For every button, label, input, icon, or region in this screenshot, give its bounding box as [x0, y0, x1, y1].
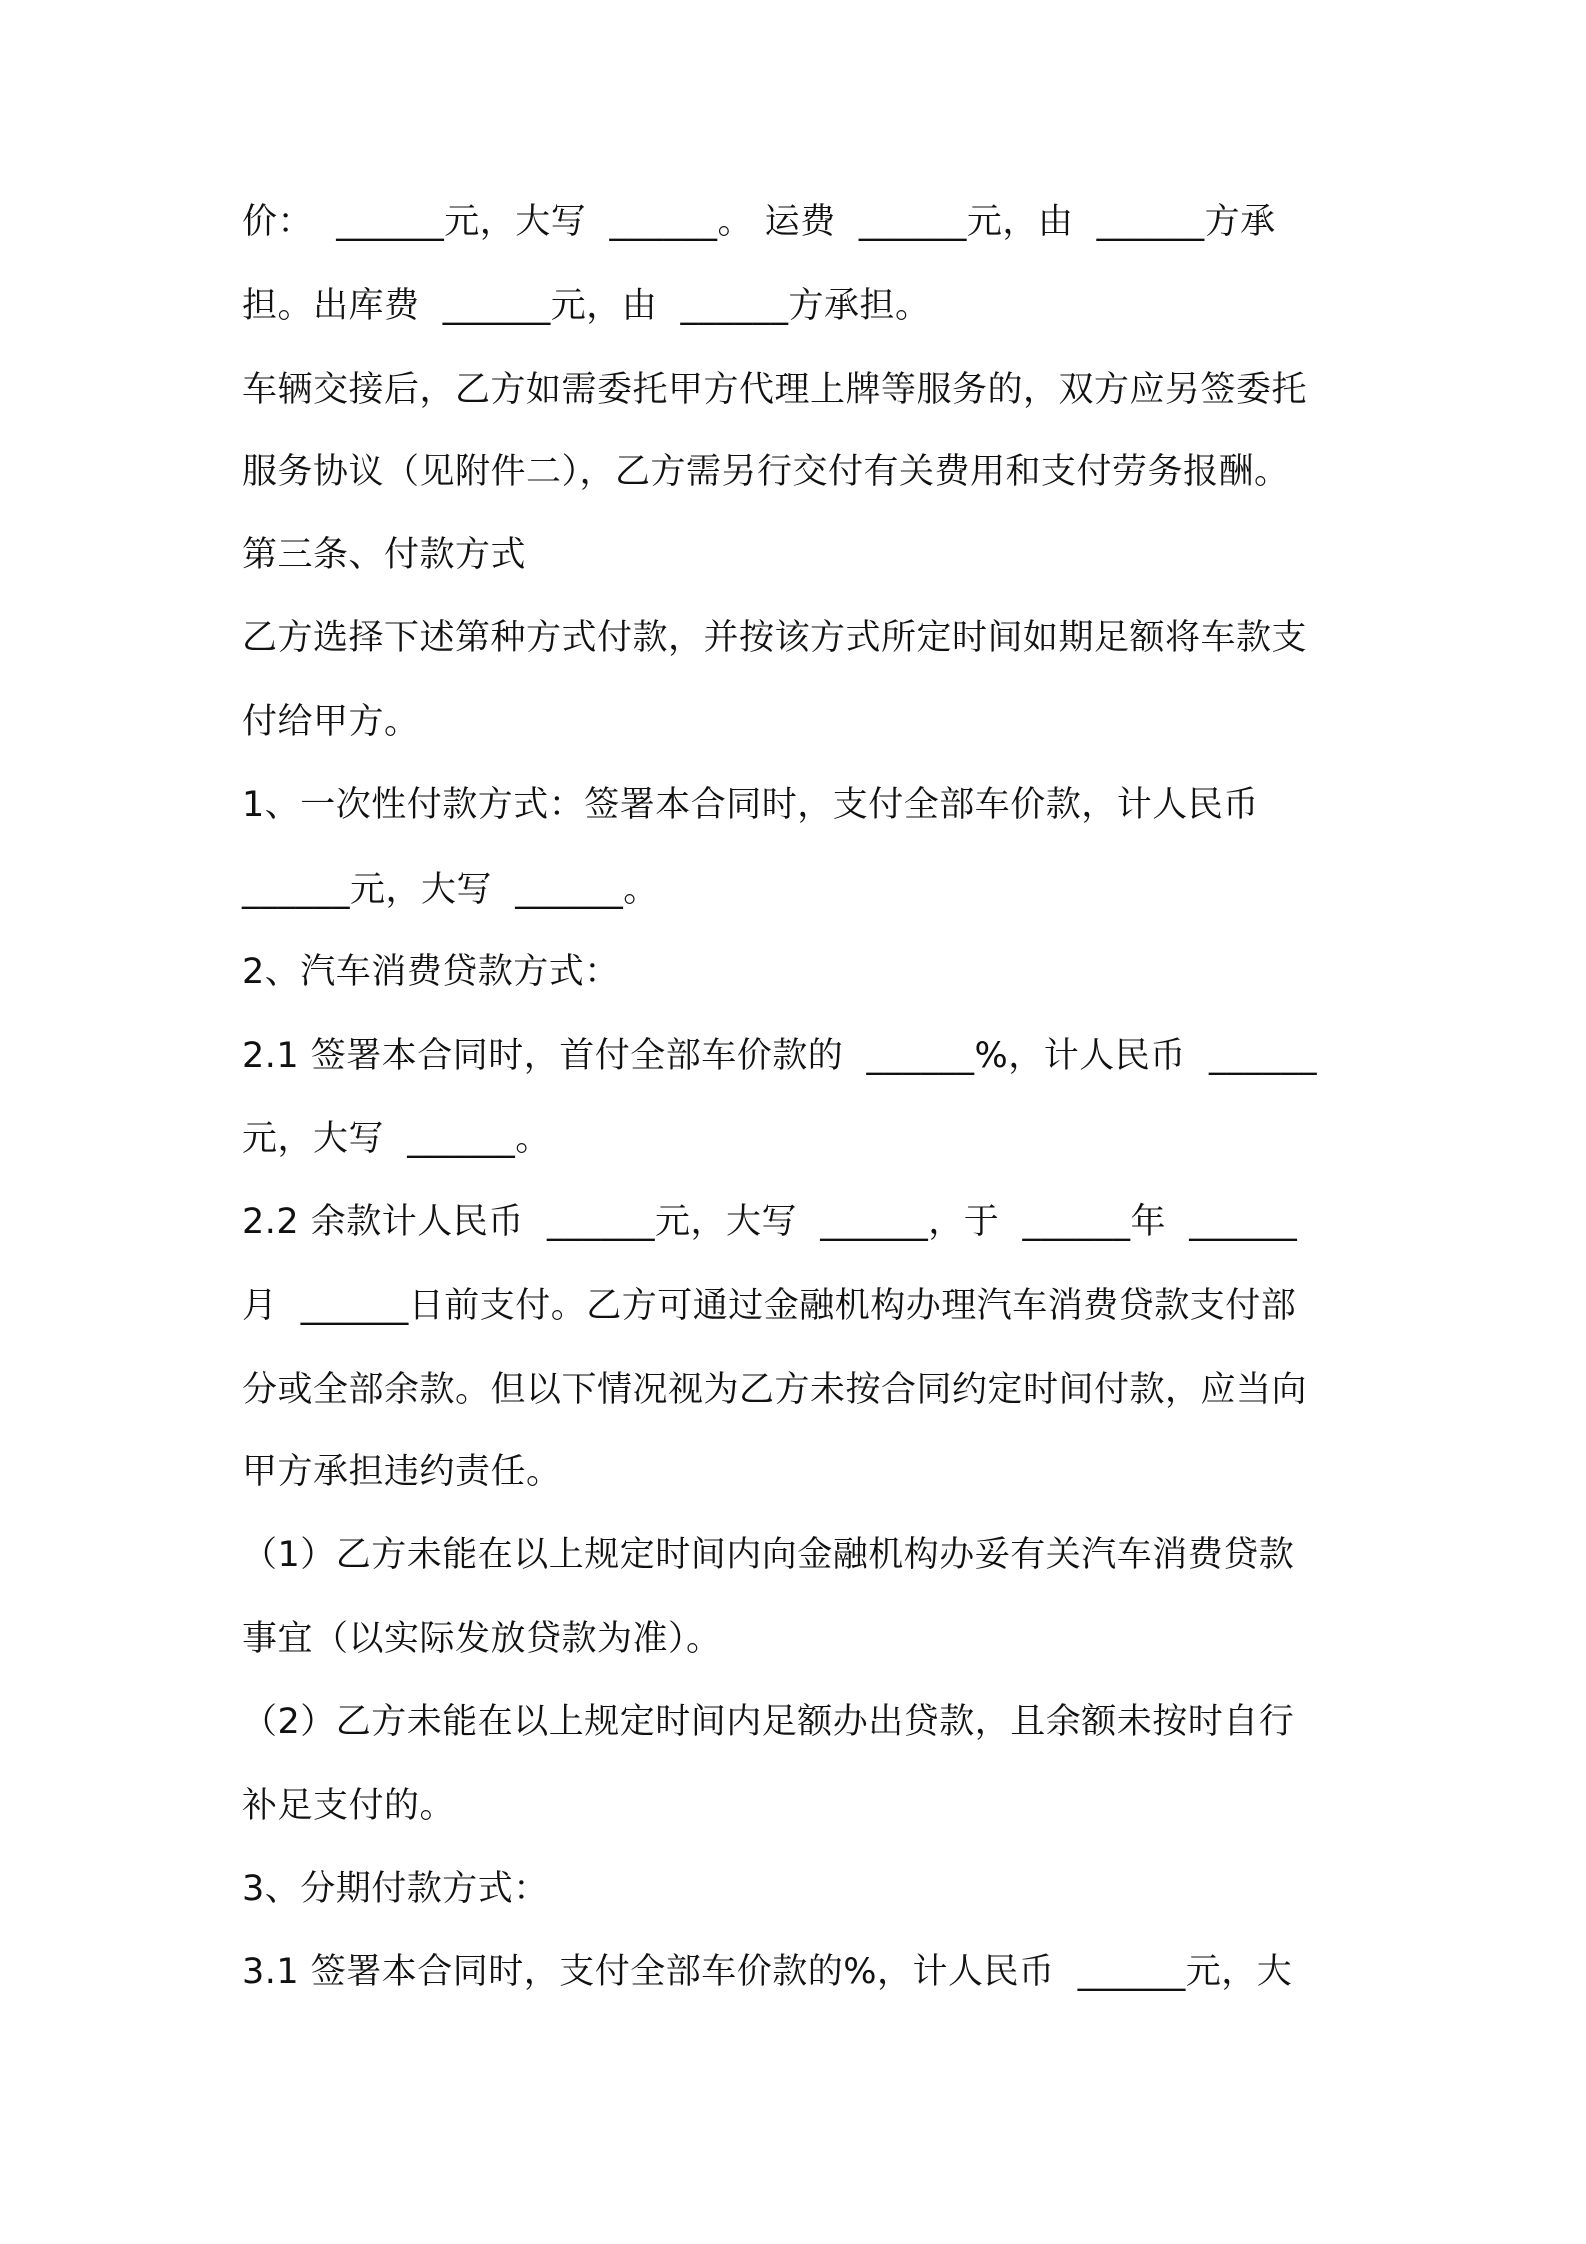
line-3-1: 3.1 签署本合同时，支付全部车价款的%，计人民币 ______元，大 [242, 1952, 1293, 1992]
line-loan-heading: 2、汽车消费贷款方式： [242, 952, 620, 992]
line-installment-heading: 3、分期付款方式： [242, 1869, 549, 1909]
line-item-1-a: （1）乙方未能在以上规定时间内向金融机构办妥有关汽车消费贷款 [242, 1535, 1295, 1575]
line-warehouse-fee: 担。出库费 ______元，由 ______方承担。 [242, 286, 931, 326]
line-2-2-a: 2.2 余款计人民币 ______元，大写 ______，于 ______年 ______ [242, 1202, 1298, 1242]
line-handover-1: 车辆交接后，乙方如需委托甲方代理上牌等服务的，双方应另签委托 [242, 370, 1308, 410]
line-2-1-b: 元，大写 ______。 [242, 1119, 551, 1159]
line-payment-choice-1: 乙方选择下述第种方式付款，并按该方式所定时间如期足额将车款支 [242, 618, 1308, 658]
line-2-2-c: 分或全部余款。但以下情况视为乙方未按合同约定时间付款，应当向 [242, 1370, 1308, 1410]
line-handover-2: 服务协议（见附件二），乙方需另行交付有关费用和支付劳务报酬。 [242, 452, 1290, 492]
line-lump-sum-2: ______元，大写 ______。 [242, 870, 659, 910]
line-item-2-b: 补足支付的。 [242, 1786, 456, 1826]
line-2-1-a: 2.1 签署本合同时，首付全部车价款的 ______%，计人民币 ______ [242, 1036, 1318, 1076]
line-2-2-d: 甲方承担违约责任。 [242, 1452, 562, 1492]
line-2-2-b: 月 ______日前支付。乙方可通过金融机构办理汽车消费贷款支付部 [242, 1286, 1297, 1326]
line-item-2-a: （2）乙方未能在以上规定时间内足额办出贷款，且余额未按时自行 [242, 1702, 1295, 1742]
line-item-1-b: 事宜（以实际发放贷款为准）。 [242, 1619, 722, 1659]
line-price-freight: 价： ______元，大写 ______。 运费 ______元，由 ______方承 [242, 202, 1276, 242]
line-payment-choice-2: 付给甲方。 [242, 702, 420, 742]
line-lump-sum-1: 1、一次性付款方式：签署本合同时，支付全部车价款，计人民币 [242, 785, 1259, 825]
article-3-heading: 第三条、付款方式 [242, 535, 527, 575]
